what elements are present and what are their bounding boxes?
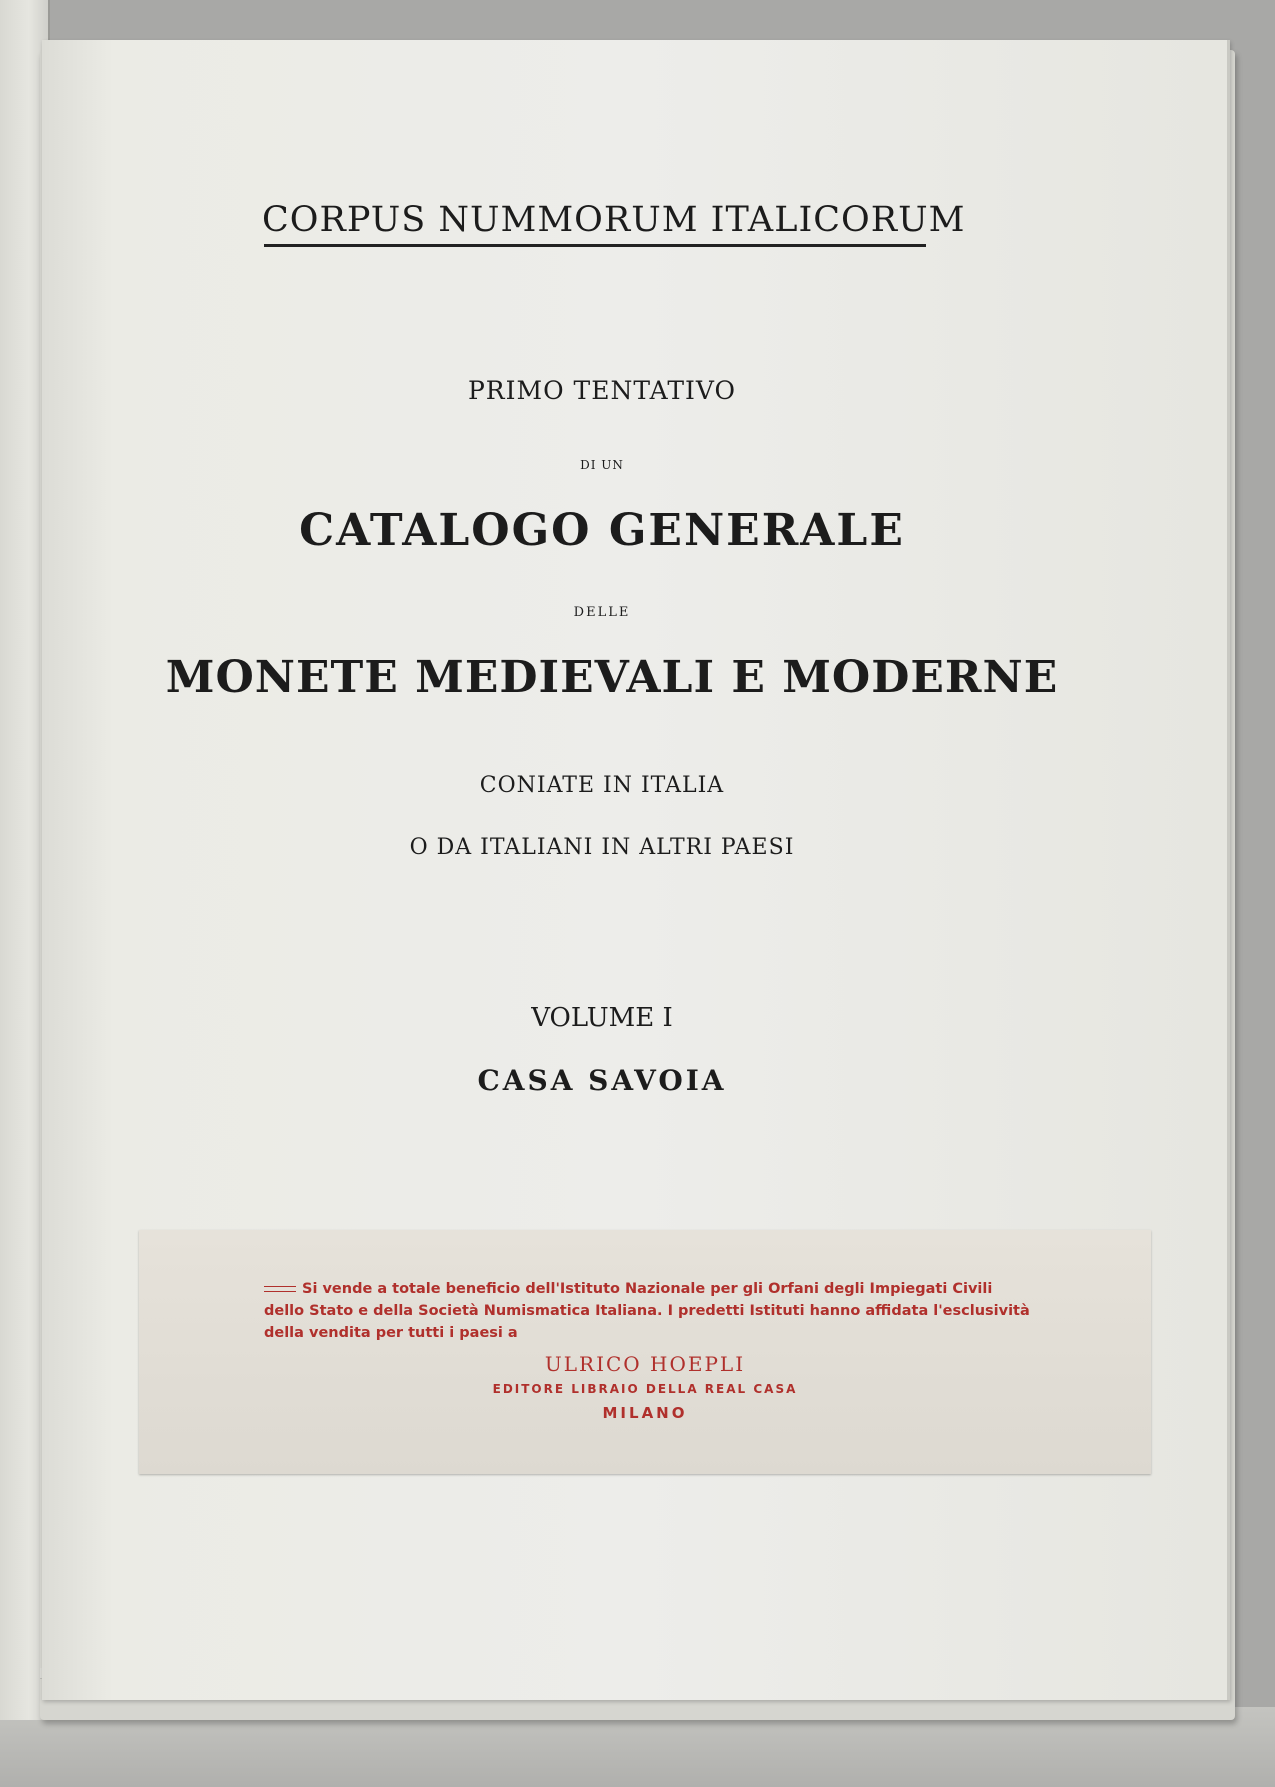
dash-rule (264, 1286, 296, 1292)
publisher-slip (139, 1230, 1151, 1474)
subtitle-delle: DELLE (573, 605, 631, 620)
volume-title: CASA SAVOIA (477, 1064, 727, 1097)
slip-line-2: dello Stato e della Società Numismatica Italiana. I predetti Istituti hanno affidata l'esclusività (264, 1303, 1030, 1319)
subtitle-coniate: CONIATE IN ITALIA (479, 773, 725, 798)
subtitle-primo-tentativo: PRIMO TENTATIVO (467, 376, 736, 405)
subtitle-o-da-italiani: O DA ITALIANI IN ALTRI PAESI (409, 835, 795, 860)
main-title-catalogo: CATALOGO GENERALE (299, 505, 905, 556)
publisher-name: ULRICO HOEPLI (544, 1352, 746, 1376)
slip-line-3: della vendita per tutti i paesi a (264, 1325, 518, 1341)
slip-line-1: Si vende a totale beneficio dell'Istituto Nazionale per gli Orfani degli Impiegati Civili (264, 1278, 1124, 1300)
publisher-title: EDITORE LIBRAIO DELLA REAL CASA (492, 1382, 798, 1396)
series-underline (264, 244, 926, 247)
title-page (42, 40, 1230, 1700)
main-title-monete: MONETE MEDIEVALI E MODERNE (165, 652, 1059, 703)
slip-notice (264, 1278, 1124, 1344)
publisher-city: MILANO (602, 1404, 688, 1422)
series-title: CORPUS NUMMORUM ITALICORUM (262, 200, 966, 240)
subtitle-di-un: DI UN (580, 458, 624, 472)
volume-number: VOLUME I (531, 1003, 673, 1033)
